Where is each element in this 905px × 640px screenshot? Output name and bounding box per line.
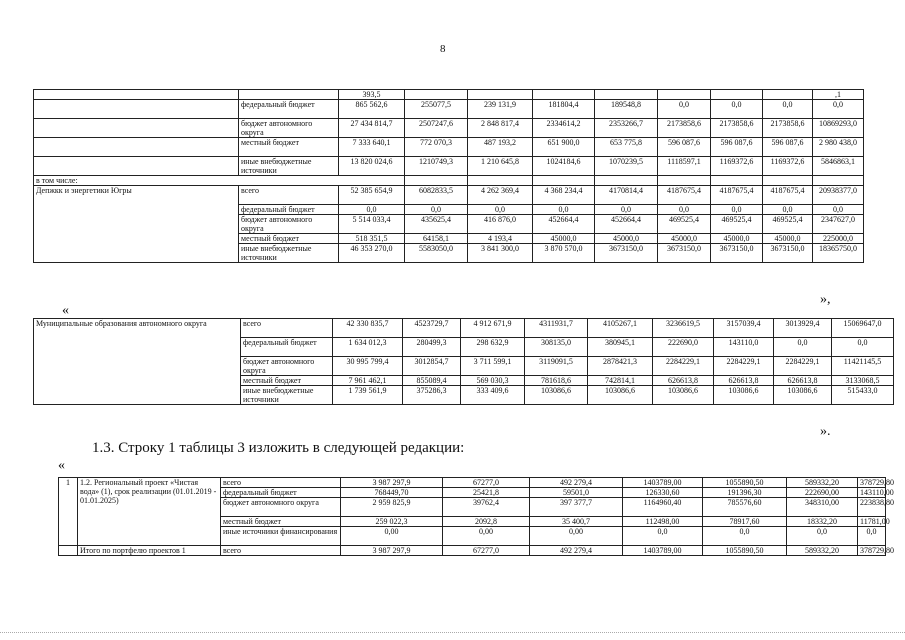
table-cell — [813, 176, 864, 186]
top-cell — [595, 90, 658, 100]
table-cell — [34, 138, 239, 157]
table-cell: 0,0 — [763, 205, 813, 215]
table-cell: 452664,4 — [595, 215, 658, 234]
table-cell: 768449,70 — [341, 488, 443, 498]
table-cell: 25421,8 — [443, 488, 530, 498]
subheader-cell: в том числе: — [34, 176, 405, 186]
closing-quote-2: ». — [820, 424, 831, 439]
table-cell: 0,0 — [813, 205, 864, 215]
table-cell: 143110,0 — [714, 338, 774, 357]
table-row — [59, 478, 886, 488]
table-cell: 3157039,4 — [714, 319, 774, 338]
table-cell: 1070239,5 — [595, 157, 658, 176]
table-cell: 348310,00 — [787, 498, 858, 517]
table-cell: 0,0 — [787, 527, 858, 546]
table-cell: 3 870 570,0 — [533, 244, 595, 263]
table-cell: 30 995 799,4 — [333, 357, 403, 376]
source-label: федеральный бюджет — [239, 205, 339, 215]
table-cell: 45000,0 — [658, 234, 711, 244]
table-cell: 0,0 — [468, 205, 533, 215]
municipal-funding-table — [33, 318, 894, 405]
table-cell: 103086,6 — [588, 386, 653, 405]
source-label: местный бюджет — [239, 234, 339, 244]
top-cell: 393,5 — [339, 90, 405, 100]
table-cell: 46 353 270,0 — [339, 244, 405, 263]
table-cell: 772 070,3 — [405, 138, 468, 157]
table-cell — [595, 176, 658, 186]
top-cell — [239, 90, 339, 100]
source-label: всего — [241, 319, 333, 338]
source-label: местный бюджет — [221, 517, 341, 527]
table-cell: 189548,8 — [595, 100, 658, 119]
top-cell — [763, 90, 813, 100]
table-cell: 2284229,1 — [714, 357, 774, 376]
table-cell: 469525,4 — [658, 215, 711, 234]
table-cell: 1403789,00 — [623, 546, 703, 556]
table-cell: 380945,1 — [588, 338, 653, 357]
table-cell: 0,0 — [533, 205, 595, 215]
funding-table-continued — [33, 89, 864, 263]
section-heading: 1.3. Строку 1 таблицы 3 изложить в следующей редакции: — [92, 440, 465, 456]
table-cell: 67277,0 — [443, 546, 530, 556]
table-cell: 626613,8 — [653, 376, 714, 386]
top-cell — [34, 90, 239, 100]
table-cell: 3673150,0 — [595, 244, 658, 263]
table-cell — [533, 176, 595, 186]
row-number: 1 — [59, 478, 78, 546]
table-cell: 42 330 835,7 — [333, 319, 403, 338]
table-cell: 191396,30 — [703, 488, 787, 498]
table-cell: 222690,0 — [653, 338, 714, 357]
source-label: бюджет автономного округа — [221, 498, 341, 517]
table-cell: 469525,4 — [711, 215, 763, 234]
table-cell: 0,0 — [711, 205, 763, 215]
table-cell: 487 193,2 — [468, 138, 533, 157]
table-cell: 45000,0 — [763, 234, 813, 244]
table-cell: 223838,80 — [858, 498, 886, 517]
table-cell — [763, 176, 813, 186]
table-cell: 2284229,1 — [774, 357, 832, 376]
table-cell: 0,0 — [813, 100, 864, 119]
table-cell: 45000,0 — [533, 234, 595, 244]
table-cell: 0,00 — [443, 527, 530, 546]
table-cell: 651 900,0 — [533, 138, 595, 157]
table-cell: 3119091,5 — [525, 357, 588, 376]
table-cell: 2878421,3 — [588, 357, 653, 376]
table-row — [34, 176, 864, 186]
table-cell: 2 848 817,4 — [468, 119, 533, 138]
table-cell: 2173858,6 — [763, 119, 813, 138]
table-cell: 492 279,4 — [530, 478, 623, 488]
entity-name: Муниципальные образования автономного округа — [34, 319, 241, 405]
table-cell: 518 351,5 — [339, 234, 405, 244]
table-row — [34, 90, 864, 100]
table-cell: 0,0 — [623, 527, 703, 546]
table-cell: 7 333 640,1 — [339, 138, 405, 157]
table-cell — [711, 176, 763, 186]
table-cell: 298 632,9 — [461, 338, 525, 357]
table-cell: 0,0 — [405, 205, 468, 215]
table-cell: 2334614,2 — [533, 119, 595, 138]
table-cell: 39762,4 — [443, 498, 530, 517]
table-cell: 2 959 825,9 — [341, 498, 443, 517]
table-cell: 416 876,0 — [468, 215, 533, 234]
table-cell: 308135,0 — [525, 338, 588, 357]
table-cell: 0,0 — [703, 527, 787, 546]
source-label: иные внебюджетные источники — [239, 157, 339, 176]
table-cell: 78917,60 — [703, 517, 787, 527]
table-row — [34, 319, 894, 338]
table-row — [34, 100, 864, 119]
top-cell — [468, 90, 533, 100]
table-cell: 11781,00 — [858, 517, 886, 527]
table-cell: 0,0 — [763, 100, 813, 119]
table-cell: 1 739 561,9 — [333, 386, 403, 405]
table-cell: 596 087,6 — [763, 138, 813, 157]
table-cell: 7 961 462,1 — [333, 376, 403, 386]
table-cell: 2353266,7 — [595, 119, 658, 138]
table-cell: 5 514 033,4 — [339, 215, 405, 234]
table-cell: 15069647,0 — [832, 319, 894, 338]
table-cell: 1169372,6 — [711, 157, 763, 176]
table-cell: 64158,1 — [405, 234, 468, 244]
table-cell: 378729,80 — [858, 478, 886, 488]
section-name: Депжкк и энергетики Югры — [34, 186, 239, 263]
table-cell: 259 022,3 — [341, 517, 443, 527]
table-cell: 4 912 671,9 — [461, 319, 525, 338]
table-cell: 3673150,0 — [658, 244, 711, 263]
table-cell: 222690,00 — [787, 488, 858, 498]
table-cell: 280499,3 — [403, 338, 461, 357]
opening-quote: « — [62, 303, 69, 318]
project-name: 1.2. Региональный проект «Чистая вода» (1), срок реализации (01.01.2019 - 01.01.2025) — [78, 478, 221, 546]
table-cell — [34, 100, 239, 119]
source-label: всего — [221, 478, 341, 488]
table-cell: 1118597,1 — [658, 157, 711, 176]
table-cell: 181804,4 — [533, 100, 595, 119]
table-cell: 2 980 438,0 — [813, 138, 864, 157]
page-bottom-edge — [0, 632, 905, 633]
table-cell: 1210749,3 — [405, 157, 468, 176]
top-cell — [533, 90, 595, 100]
table-row — [59, 546, 886, 556]
top-cell — [405, 90, 468, 100]
top-cell — [658, 90, 711, 100]
page-number: 8 — [440, 43, 446, 55]
table-cell: 1055890,50 — [703, 478, 787, 488]
source-label: всего — [221, 546, 341, 556]
source-label: бюджет автономного округа — [241, 357, 333, 376]
table-cell — [34, 157, 239, 176]
table-cell: 596 087,6 — [658, 138, 711, 157]
table-cell: 596 087,6 — [711, 138, 763, 157]
table-cell: 653 775,8 — [595, 138, 658, 157]
table-cell: 5846863,1 — [813, 157, 864, 176]
table-cell: 626613,8 — [714, 376, 774, 386]
table-cell: 4187675,4 — [711, 186, 763, 205]
source-label: иные внебюджетные источники — [239, 244, 339, 263]
table-cell: 3 711 599,1 — [461, 357, 525, 376]
table-cell: 18332,20 — [787, 517, 858, 527]
top-cell: ,1 — [813, 90, 864, 100]
table-cell: 112498,00 — [623, 517, 703, 527]
source-label: федеральный бюджет — [239, 100, 339, 119]
table-cell: 4 193,4 — [468, 234, 533, 244]
table-cell: 11421145,5 — [832, 357, 894, 376]
table-cell: 225000,0 — [813, 234, 864, 244]
table-cell: 435625,4 — [405, 215, 468, 234]
table-cell: 0,0 — [832, 338, 894, 357]
table-cell: 2173858,6 — [711, 119, 763, 138]
table-cell: 4311931,7 — [525, 319, 588, 338]
table-cell: 20938377,0 — [813, 186, 864, 205]
table-cell: 6082833,5 — [405, 186, 468, 205]
table-cell: 3673150,0 — [711, 244, 763, 263]
project-table-3 — [58, 477, 894, 556]
table-cell — [468, 176, 533, 186]
table-cell: 0,0 — [595, 205, 658, 215]
table-cell: 0,0 — [658, 100, 711, 119]
table-cell: 67277,0 — [443, 478, 530, 488]
table-cell: 2284229,1 — [653, 357, 714, 376]
source-label: бюджет автономного округа — [239, 215, 339, 234]
source-label: местный бюджет — [239, 138, 339, 157]
source-label: иные внебюджетные источники — [241, 386, 333, 405]
table-cell: 1 634 012,3 — [333, 338, 403, 357]
table-cell: 4 262 369,4 — [468, 186, 533, 205]
table-cell: 1164960,40 — [623, 498, 703, 517]
table-cell: 742814,1 — [588, 376, 653, 386]
table-cell: 3133068,5 — [832, 376, 894, 386]
table-row — [34, 138, 864, 157]
table-cell: 333 409,6 — [461, 386, 525, 405]
table-cell: 515433,0 — [832, 386, 894, 405]
table-cell: 4 368 234,4 — [533, 186, 595, 205]
table-cell: 18365750,0 — [813, 244, 864, 263]
table-cell: 1 210 645,8 — [468, 157, 533, 176]
source-label: федеральный бюджет — [241, 338, 333, 357]
table-cell: 2347627,0 — [813, 215, 864, 234]
table-cell: 1403789,00 — [623, 478, 703, 488]
table-cell: 3673150,0 — [763, 244, 813, 263]
table-cell: 2507247,6 — [405, 119, 468, 138]
table-cell: 103086,6 — [525, 386, 588, 405]
table-cell: 3013929,4 — [774, 319, 832, 338]
table-cell: 10869293,0 — [813, 119, 864, 138]
source-label: всего — [239, 186, 339, 205]
table-cell: 0,00 — [341, 527, 443, 546]
table-cell: 3 841 300,0 — [468, 244, 533, 263]
table-cell: 569 030,3 — [461, 376, 525, 386]
table-cell: 3 987 297,9 — [341, 478, 443, 488]
table-cell: 1024184,6 — [533, 157, 595, 176]
source-label: федеральный бюджет — [221, 488, 341, 498]
table-cell: 0,0 — [339, 205, 405, 215]
opening-quote-2: « — [58, 458, 65, 473]
table-cell: 126330,60 — [623, 488, 703, 498]
table-cell: 2173858,6 — [658, 119, 711, 138]
table-cell: 0,0 — [711, 100, 763, 119]
table-cell: 3236619,5 — [653, 319, 714, 338]
table-cell — [658, 176, 711, 186]
table-cell: 4187675,4 — [763, 186, 813, 205]
table-cell: 103086,6 — [653, 386, 714, 405]
table-cell: 52 385 654,9 — [339, 186, 405, 205]
table-cell: 103086,6 — [774, 386, 832, 405]
table-cell: 865 562,6 — [339, 100, 405, 119]
table-cell: 0,00 — [530, 527, 623, 546]
source-label: бюджет автономного округа — [239, 119, 339, 138]
table-cell: 785576,60 — [703, 498, 787, 517]
table-cell: 0,0 — [774, 338, 832, 357]
table-cell: 469525,4 — [763, 215, 813, 234]
table-cell: 4187675,4 — [658, 186, 711, 205]
table-cell: 5583050,0 — [405, 244, 468, 263]
table-row — [34, 119, 864, 138]
table-cell: 27 434 814,7 — [339, 119, 405, 138]
table-row — [34, 157, 864, 176]
table-cell: 103086,6 — [714, 386, 774, 405]
table-cell: 143110,00 — [858, 488, 886, 498]
table-cell: 589332,20 — [787, 478, 858, 488]
table-cell: 4170814,4 — [595, 186, 658, 205]
table-cell: 45000,0 — [595, 234, 658, 244]
table-row — [34, 186, 864, 205]
table-cell: 3012854,7 — [403, 357, 461, 376]
source-label: иные источники финансирования — [221, 527, 341, 546]
table-cell: 1169372,6 — [763, 157, 813, 176]
table-cell: 4105267,1 — [588, 319, 653, 338]
table-cell: 2092,8 — [443, 517, 530, 527]
table-cell: 626613,8 — [774, 376, 832, 386]
table-cell: 378729,80 — [858, 546, 886, 556]
table-cell: 59501,0 — [530, 488, 623, 498]
table-cell: 781618,6 — [525, 376, 588, 386]
closing-quote: », — [820, 292, 831, 307]
table-cell: 589332,20 — [787, 546, 858, 556]
table-cell: 45000,0 — [711, 234, 763, 244]
table-cell: 397 377,7 — [530, 498, 623, 517]
table-cell: 855089,4 — [403, 376, 461, 386]
table-cell: 35 400,7 — [530, 517, 623, 527]
table-cell: 0,0 — [858, 527, 886, 546]
top-cell — [711, 90, 763, 100]
table-cell: 13 820 024,6 — [339, 157, 405, 176]
table-cell: 3 987 297,9 — [341, 546, 443, 556]
table-cell: 0,0 — [658, 205, 711, 215]
table-cell: 4523729,7 — [403, 319, 461, 338]
total-label: Итого по портфелю проектов 1 — [78, 546, 221, 556]
table-cell — [59, 546, 78, 556]
table-cell: 1055890,50 — [703, 546, 787, 556]
table-cell — [34, 119, 239, 138]
table-cell: 452664,4 — [533, 215, 595, 234]
table-cell: 492 279,4 — [530, 546, 623, 556]
source-label: местный бюджет — [241, 376, 333, 386]
table-cell: 375286,3 — [403, 386, 461, 405]
table-cell: 239 131,9 — [468, 100, 533, 119]
table-cell — [405, 176, 468, 186]
table-cell: 255077,5 — [405, 100, 468, 119]
